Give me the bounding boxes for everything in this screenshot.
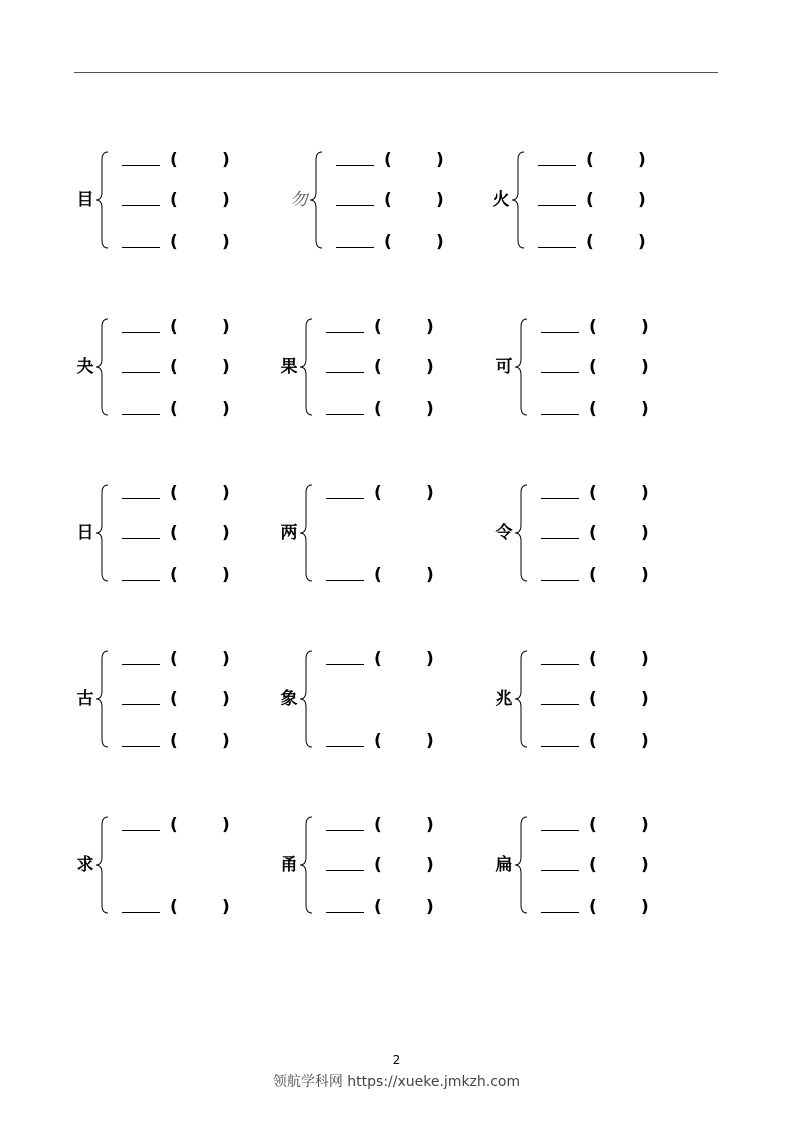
answer-row: [326, 731, 496, 753]
answer-blank-line[interactable]: [326, 372, 364, 373]
brace-icon: [308, 150, 326, 250]
answer-blank-line[interactable]: [541, 538, 579, 539]
close-parenthesis: ): [222, 815, 230, 835]
root-character: 目: [76, 190, 94, 210]
close-parenthesis: ): [436, 190, 444, 210]
root-character: 勿: [290, 190, 308, 210]
answer-blank-line[interactable]: [122, 247, 160, 248]
close-parenthesis: ): [426, 317, 434, 337]
open-parenthesis: (: [374, 897, 382, 917]
answer-blank-line[interactable]: [336, 205, 374, 206]
answer-row: [326, 897, 496, 919]
answer-row: [326, 317, 496, 339]
root-character: 两: [280, 523, 298, 543]
answer-blank-line[interactable]: [122, 165, 160, 166]
root-character: 求: [76, 855, 94, 875]
close-parenthesis: ): [222, 565, 230, 585]
answer-row: [541, 317, 711, 339]
open-parenthesis: (: [170, 649, 178, 669]
answer-blank-line[interactable]: [326, 830, 364, 831]
answer-row: [541, 483, 711, 505]
close-parenthesis: ): [638, 190, 646, 210]
answer-blank-line[interactable]: [122, 414, 160, 415]
open-parenthesis: (: [589, 649, 597, 669]
header-divider: [74, 72, 718, 73]
answer-blank-line[interactable]: [538, 165, 576, 166]
open-parenthesis: (: [170, 190, 178, 210]
brace-icon: [298, 815, 316, 915]
close-parenthesis: ): [641, 897, 649, 917]
close-parenthesis: ): [641, 731, 649, 751]
close-parenthesis: ): [641, 523, 649, 543]
answer-blank-line[interactable]: [538, 247, 576, 248]
open-parenthesis: (: [589, 317, 597, 337]
close-parenthesis: ): [222, 317, 230, 337]
answer-row: [541, 815, 711, 837]
answer-row: [538, 232, 708, 254]
open-parenthesis: (: [170, 150, 178, 170]
word-group: [74, 317, 284, 417]
close-parenthesis: ): [426, 483, 434, 503]
answer-row: [326, 483, 496, 505]
open-parenthesis: (: [374, 565, 382, 585]
root-character: 兆: [495, 689, 513, 709]
open-parenthesis: (: [374, 731, 382, 751]
open-parenthesis: (: [374, 483, 382, 503]
open-parenthesis: (: [589, 357, 597, 377]
root-character: 夬: [76, 357, 94, 377]
close-parenthesis: ): [222, 897, 230, 917]
answer-row: [122, 190, 292, 212]
answer-row: [122, 689, 292, 711]
close-parenthesis: ): [426, 731, 434, 751]
open-parenthesis: (: [589, 565, 597, 585]
close-parenthesis: ): [641, 317, 649, 337]
answer-blank-line[interactable]: [122, 746, 160, 747]
answer-row: [326, 399, 496, 421]
close-parenthesis: ): [426, 897, 434, 917]
answer-blank-line[interactable]: [122, 538, 160, 539]
open-parenthesis: (: [170, 399, 178, 419]
answer-blank-line[interactable]: [122, 372, 160, 373]
open-parenthesis: (: [170, 317, 178, 337]
close-parenthesis: ): [641, 483, 649, 503]
close-parenthesis: ): [436, 150, 444, 170]
root-character: 扁: [495, 855, 513, 875]
answer-row: [122, 317, 292, 339]
answer-blank-line[interactable]: [326, 498, 364, 499]
word-group: [278, 483, 488, 583]
answer-row: [122, 150, 292, 172]
open-parenthesis: (: [586, 190, 594, 210]
answer-row: [122, 731, 292, 753]
close-parenthesis: ): [426, 815, 434, 835]
answer-blank-line[interactable]: [122, 332, 160, 333]
answer-row: [326, 357, 496, 379]
answer-row: [122, 897, 292, 919]
answer-blank-line[interactable]: [541, 870, 579, 871]
answer-blank-line[interactable]: [541, 830, 579, 831]
answer-blank-line[interactable]: [122, 912, 160, 913]
open-parenthesis: (: [374, 317, 382, 337]
open-parenthesis: (: [384, 190, 392, 210]
answer-blank-line[interactable]: [336, 247, 374, 248]
answer-blank-line[interactable]: [541, 372, 579, 373]
answer-row: [541, 523, 711, 545]
answer-blank-line[interactable]: [538, 205, 576, 206]
word-group: [278, 317, 488, 417]
word-group: [74, 483, 284, 583]
open-parenthesis: (: [589, 399, 597, 419]
answer-row: [541, 897, 711, 919]
answer-blank-line[interactable]: [541, 414, 579, 415]
close-parenthesis: ): [641, 649, 649, 669]
close-parenthesis: ): [641, 399, 649, 419]
open-parenthesis: (: [170, 483, 178, 503]
root-character: 象: [280, 689, 298, 709]
answer-row: [326, 649, 496, 671]
answer-blank-line[interactable]: [122, 830, 160, 831]
answer-blank-line[interactable]: [541, 664, 579, 665]
close-parenthesis: ): [641, 357, 649, 377]
open-parenthesis: (: [384, 150, 392, 170]
answer-row: [541, 689, 711, 711]
word-group: [493, 815, 703, 915]
close-parenthesis: ): [638, 150, 646, 170]
open-parenthesis: (: [589, 855, 597, 875]
brace-icon: [513, 815, 531, 915]
close-parenthesis: ): [641, 565, 649, 585]
answer-blank-line[interactable]: [326, 912, 364, 913]
brace-icon: [298, 649, 316, 749]
open-parenthesis: (: [170, 689, 178, 709]
answer-row: [122, 399, 292, 421]
answer-row: [541, 399, 711, 421]
answer-blank-line[interactable]: [326, 870, 364, 871]
close-parenthesis: ): [222, 689, 230, 709]
open-parenthesis: (: [589, 689, 597, 709]
answer-blank-line[interactable]: [122, 498, 160, 499]
close-parenthesis: ): [222, 731, 230, 751]
answer-row: [326, 565, 496, 587]
close-parenthesis: ): [426, 565, 434, 585]
answer-row: [122, 523, 292, 545]
answer-row: [326, 855, 496, 877]
answer-row: [336, 190, 506, 212]
word-group: [490, 150, 700, 250]
close-parenthesis: ): [222, 649, 230, 669]
answer-blank-line[interactable]: [326, 414, 364, 415]
answer-blank-line[interactable]: [541, 580, 579, 581]
open-parenthesis: (: [170, 523, 178, 543]
open-parenthesis: (: [374, 855, 382, 875]
brace-icon: [513, 317, 531, 417]
close-parenthesis: ): [222, 232, 230, 252]
word-group: [278, 815, 488, 915]
close-parenthesis: ): [222, 150, 230, 170]
open-parenthesis: (: [589, 731, 597, 751]
word-group: [493, 483, 703, 583]
close-parenthesis: ): [222, 523, 230, 543]
word-group: [493, 317, 703, 417]
open-parenthesis: (: [170, 731, 178, 751]
brace-icon: [510, 150, 528, 250]
answer-row: [538, 190, 708, 212]
close-parenthesis: ): [638, 232, 646, 252]
answer-blank-line[interactable]: [326, 746, 364, 747]
brace-icon: [94, 483, 112, 583]
answer-blank-line[interactable]: [541, 912, 579, 913]
answer-blank-line[interactable]: [326, 332, 364, 333]
open-parenthesis: (: [586, 150, 594, 170]
answer-row: [541, 565, 711, 587]
open-parenthesis: (: [170, 232, 178, 252]
close-parenthesis: ): [222, 190, 230, 210]
close-parenthesis: ): [426, 855, 434, 875]
word-group: [288, 150, 498, 250]
answer-row: [326, 815, 496, 837]
brace-icon: [94, 815, 112, 915]
root-character: 火: [492, 190, 510, 210]
close-parenthesis: ): [641, 689, 649, 709]
open-parenthesis: (: [170, 565, 178, 585]
open-parenthesis: (: [589, 483, 597, 503]
word-group: [278, 649, 488, 749]
word-group: [74, 150, 284, 250]
answer-blank-line[interactable]: [541, 746, 579, 747]
answer-row: [541, 855, 711, 877]
root-character: 令: [495, 523, 513, 543]
answer-blank-line[interactable]: [122, 664, 160, 665]
answer-blank-line[interactable]: [122, 205, 160, 206]
root-character: 甬: [280, 855, 298, 875]
brace-icon: [94, 150, 112, 250]
answer-row: [336, 232, 506, 254]
brace-icon: [94, 317, 112, 417]
close-parenthesis: ): [426, 399, 434, 419]
page-number: 2: [392, 1053, 401, 1067]
answer-blank-line[interactable]: [541, 704, 579, 705]
answer-blank-line[interactable]: [326, 580, 364, 581]
open-parenthesis: (: [589, 897, 597, 917]
close-parenthesis: ): [222, 399, 230, 419]
close-parenthesis: ): [222, 357, 230, 377]
answer-blank-line[interactable]: [541, 332, 579, 333]
answer-row: [122, 649, 292, 671]
brace-icon: [513, 649, 531, 749]
answer-row: [122, 232, 292, 254]
word-group: [74, 649, 284, 749]
answer-blank-line[interactable]: [326, 664, 364, 665]
close-parenthesis: ): [222, 483, 230, 503]
answer-blank-line[interactable]: [122, 580, 160, 581]
answer-row: [122, 815, 292, 837]
root-character: 古: [76, 689, 94, 709]
open-parenthesis: (: [170, 897, 178, 917]
answer-row: [538, 150, 708, 172]
brace-icon: [94, 649, 112, 749]
close-parenthesis: ): [426, 357, 434, 377]
answer-row: [541, 731, 711, 753]
brace-icon: [513, 483, 531, 583]
answer-row: [541, 357, 711, 379]
open-parenthesis: (: [374, 357, 382, 377]
footer-watermark: 领航学科网 https://xueke.jmkzh.com: [272, 1074, 521, 1090]
root-character: 可: [495, 357, 513, 377]
answer-row: [122, 483, 292, 505]
brace-icon: [298, 483, 316, 583]
open-parenthesis: (: [586, 232, 594, 252]
open-parenthesis: (: [374, 815, 382, 835]
open-parenthesis: (: [589, 815, 597, 835]
close-parenthesis: ): [436, 232, 444, 252]
word-group: [74, 815, 284, 915]
close-parenthesis: ): [641, 815, 649, 835]
open-parenthesis: (: [384, 232, 392, 252]
open-parenthesis: (: [170, 815, 178, 835]
answer-row: [541, 649, 711, 671]
answer-row: [336, 150, 506, 172]
answer-row: [122, 357, 292, 379]
answer-row: [122, 565, 292, 587]
open-parenthesis: (: [589, 523, 597, 543]
close-parenthesis: ): [426, 649, 434, 669]
root-character: 日: [76, 523, 94, 543]
brace-icon: [298, 317, 316, 417]
answer-blank-line[interactable]: [541, 498, 579, 499]
root-character: 果: [280, 357, 298, 377]
open-parenthesis: (: [374, 649, 382, 669]
open-parenthesis: (: [170, 357, 178, 377]
word-group: [493, 649, 703, 749]
close-parenthesis: ): [641, 855, 649, 875]
answer-blank-line[interactable]: [122, 704, 160, 705]
open-parenthesis: (: [374, 399, 382, 419]
answer-blank-line[interactable]: [336, 165, 374, 166]
